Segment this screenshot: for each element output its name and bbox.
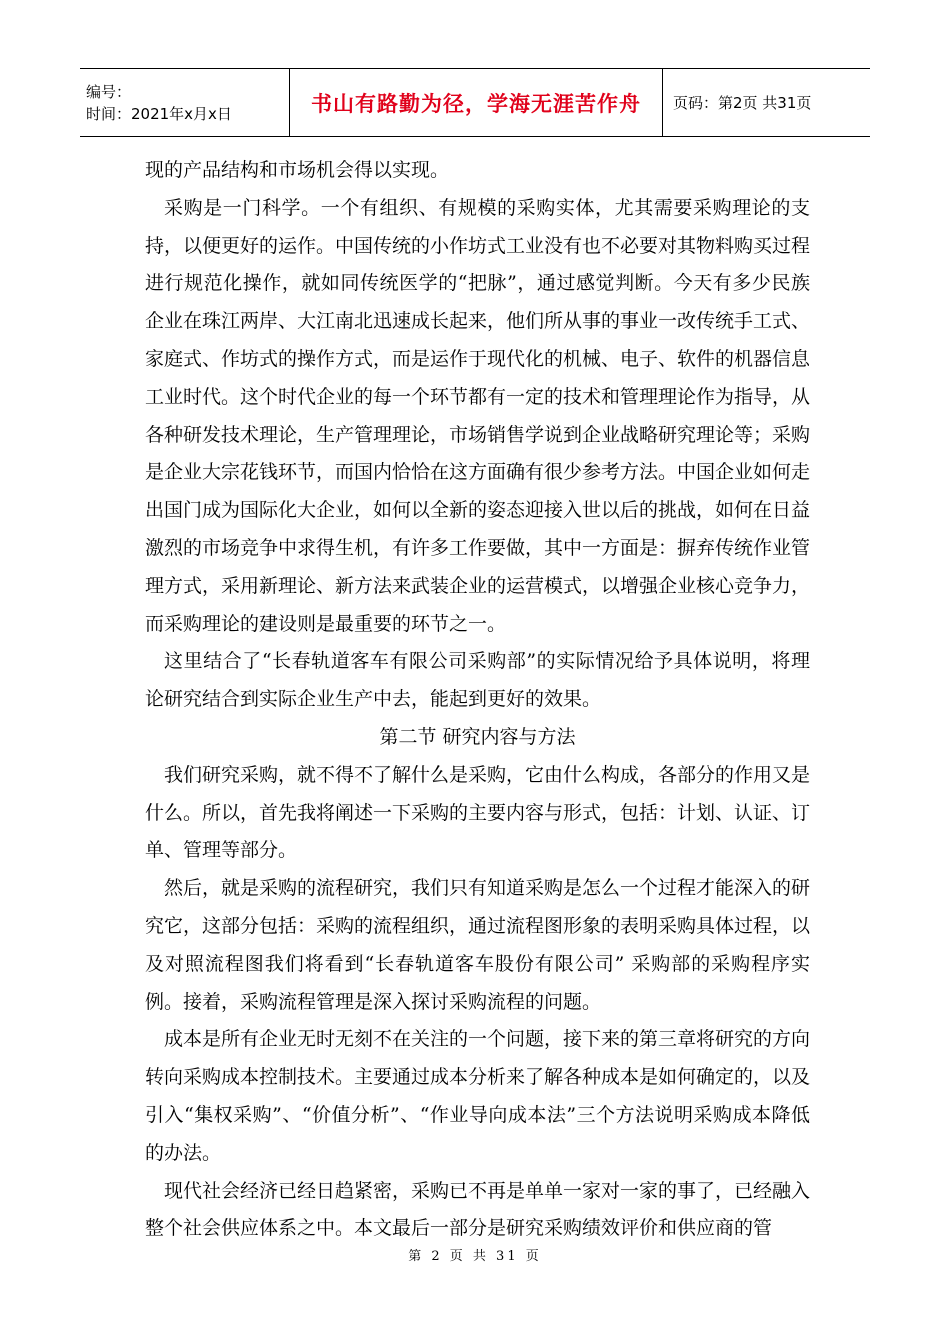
header-page-number: 页码：第2页 共31页: [673, 94, 812, 112]
document-number-label: 编号：: [86, 82, 132, 101]
page-footer: 第 2 页 共 31 页: [408, 1249, 542, 1264]
paragraph: 然后，就是采购的流程研究，我们只有知道采购是怎么一个过程才能深入的研究它，这部分包括：采购的流程组织，通过流程图形象的表明采购具体过程，以及对照流程图我们将看到“长春轨道客车股份有限公司” 采购部的采购程序实例。接着，采购流程管理是深入探讨采购流程的问题。: [145, 877, 811, 1013]
document-body: [145, 152, 810, 1248]
paragraph: 采购是一门科学。一个有组织、有规模的采购实体，尤其需要采购理论的支持，以便更好的运作。中国传统的小作坊式工业没有也不必要对其物料购买过程进行规范化操作，就如同传统医学的“把脉”，通过感觉判断。今天有多少民族企业在珠江两岸、大江南北迅速成长起来，他们所从事的事业一改传统手工式、家庭式、作坊式的操作方式，而是运作于现代化的机械、电子、软件的机器信息工业时代。这个时代企业的每一个环节都有一定的技术和管理理论作为指导，从各种研发技术理论，生产管理理论，市场销售学说到企业战略研究理论等；采购是企业大宗花钱环节，而国内恰恰在这方面确有很少参考方法。中国企业如何走出国门成为国际化大企业，如何以全新的姿态迎接入世以后的挑战，如何在日益激烈的市场竞争中求得生机，有许多工作要做，其中一方面是：摒弃传统作业管理方式，采用新理论、新方法来武装企业的运营模式，以增强企业核心竞争力，而采购理论的建设则是最重要的环节之一。: [145, 196, 811, 635]
paragraph: 现代社会经济已经日趋紧密，采购已不再是单单一家对一家的事了，已经融入整个社会供应体系之中。本文最后一部分是研究采购绩效评价和供应商的管: [145, 1179, 811, 1240]
paragraph: 这里结合了“长春轨道客车有限公司采购部”的实际情况给予具体说明，将理论研究结合到实际企业生产中去，能起到更好的效果。: [145, 650, 810, 711]
paragraph: 我们研究采购，就不得不了解什么是采购，它由什么构成，各部分的作用又是什么。所以，首先我将阐述一下采购的主要内容与形式，包括：计划、认证、订单、管理等部分。: [145, 763, 811, 862]
header-motto: 书山有路勤为径，学海无涯苦作舟: [289, 69, 663, 136]
section-heading: 第二节 研究内容与方法: [379, 725, 576, 748]
paragraph: 成本是所有企业无时无刻不在关注的一个问题，接下来的第三章将研究的方向转向采购成本控制技术。主要通过成本分析来了解各种成本是如何确定的，以及引入“集权采购”、“价值分析”、“作业导向成本法”三个方法说明采购成本降低的办法。: [145, 1028, 811, 1164]
document-time-label: 时间：2021年x月x日: [86, 104, 232, 123]
page-header: [80, 68, 870, 137]
header-meta: [80, 69, 289, 136]
paragraph: 现的产品结构和市场机会得以实现。: [145, 159, 450, 181]
